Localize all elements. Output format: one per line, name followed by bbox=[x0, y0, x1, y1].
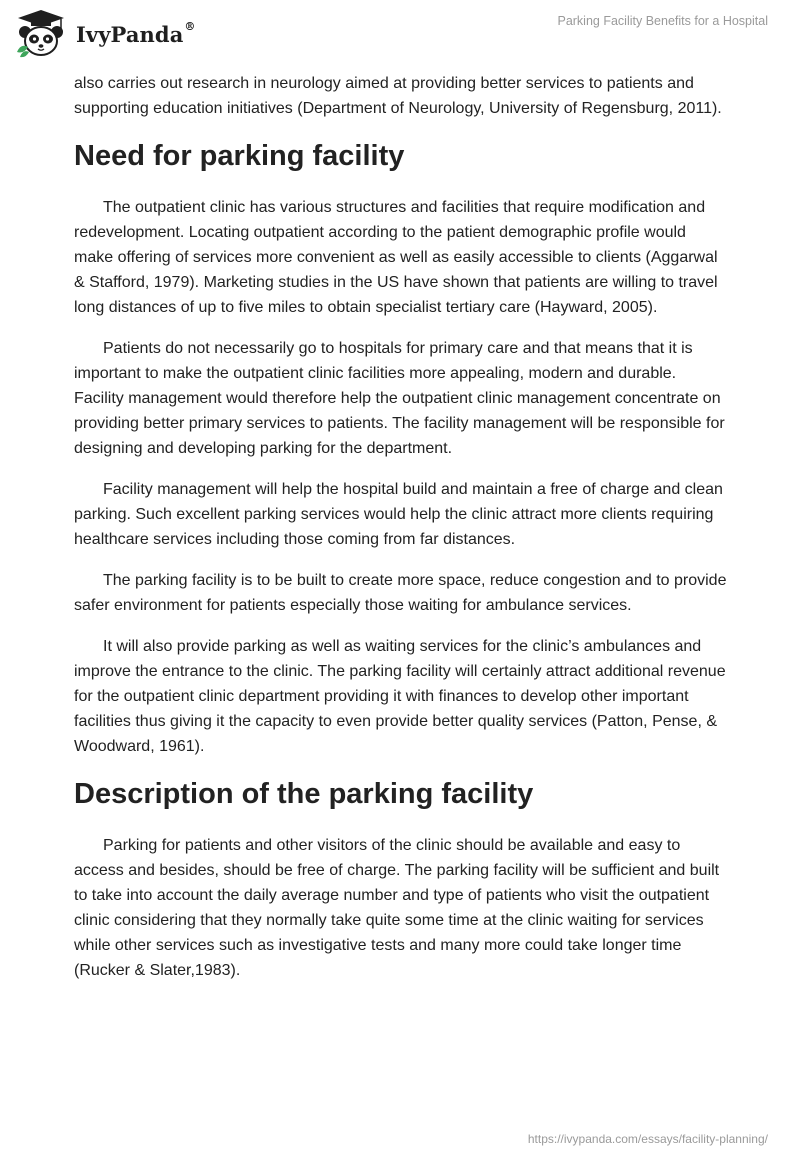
source-url-link[interactable]: https://ivypanda.com/essays/facility-planning/ bbox=[527, 1132, 768, 1146]
section-heading-description-of-parking: Description of the parking facility bbox=[74, 778, 534, 810]
paragraph: Parking for patients and other visitors of the clinic should be available and easy to access and besides, should be free of charge. The parking facility will be sufficient and built to take into account the daily average number and type of patients who visit the outpatient clinic considering that they normally take quite some time at the clinic waiting for services while other services such as investigative tests and many more could take longer time (Rucker & Slater,1983). bbox=[74, 837, 720, 979]
paragraph: The outpatient clinic has various structures and facilities that require modification and redevelopment. Locating outpatient according to the patient demographic profile would make offering of services more convenient as well as easily accessible to clients (Aggarwal & Stafford, 1979). Marketing studies in the US have shown that patients are willing to travel long distances of up to five miles to obtain specialist tertiary care (Hayward, 2005). bbox=[74, 199, 718, 316]
section-heading-need-for-parking: Need for parking facility bbox=[74, 140, 405, 172]
document-title: Parking Facility Benefits for a Hospital bbox=[557, 14, 768, 28]
paragraph: Facility management will help the hospital build and maintain a free of charge and clean parking. Such excellent parking services would help the clinic attract more clients requiring healthcare services including those coming from far distances. bbox=[74, 481, 723, 548]
intro-continued-paragraph: also carries out research in neurology aimed at providing better services to patients and supporting education initiatives (Department of Neurology, University of Regensburg, 2011). bbox=[74, 75, 722, 117]
panda-graduate-icon bbox=[14, 8, 68, 58]
paragraph: It will also provide parking as well as waiting services for the clinic’s ambulances and improve the entrance to the clinic. The parking facility will certainly attract additional revenue for the outpatient clinic department providing it with finances to develop other important facilities thus giving it the capacity to even provide better quality services (Patton, Pense, & Woodward, 1961). bbox=[74, 638, 726, 755]
page-header bbox=[0, 0, 800, 70]
paragraph: The parking facility is to be built to create more space, reduce congestion and to provide safer environment for patients especially those waiting for ambulance services. bbox=[74, 572, 727, 614]
paragraph: Patients do not necessarily go to hospitals for primary care and that means that it is important to make the outpatient clinic facilities more appealing, modern and durable. Facility management would therefore help the outpatient clinic management concentrate on providing better primary services to patients. The facility management will be responsible for designing and developing parking for the department. bbox=[74, 340, 725, 457]
brand-logo[interactable] bbox=[14, 8, 196, 58]
essay-body bbox=[74, 71, 728, 999]
brand-name: IvyPanda® bbox=[76, 19, 196, 47]
